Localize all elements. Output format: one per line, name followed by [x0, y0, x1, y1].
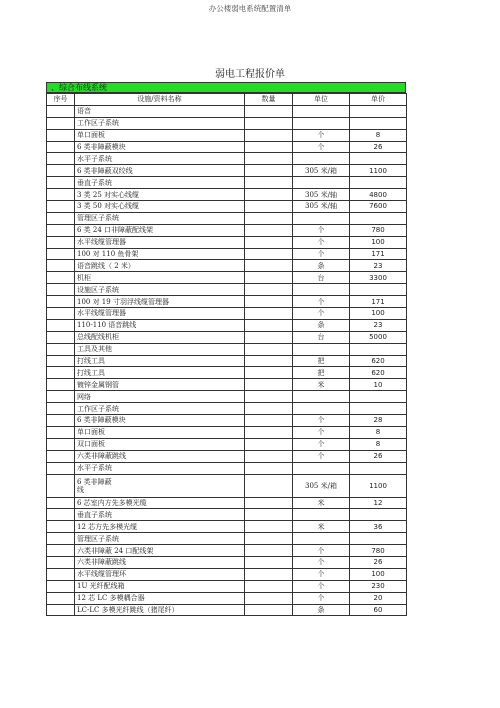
cell-unit [293, 177, 350, 189]
cell-unit-price: 28 [350, 415, 407, 427]
page-header-title: 办公楼弱电系统配置清单 [208, 4, 292, 13]
cell-index [47, 533, 75, 545]
cell-index [47, 153, 75, 165]
cell-quantity [245, 403, 293, 415]
table-row [47, 331, 407, 343]
cell-index [47, 331, 75, 343]
cell-unit-price: 26 [350, 450, 407, 462]
table-row [47, 355, 407, 367]
cell-item-name: 6 类非障蔽双绞线 [75, 165, 245, 177]
cell-unit: 305 米/箱 [293, 474, 350, 497]
cell-item-name: 六类非障蔽跳线 [75, 556, 245, 568]
cell-item-name: 垂直子系统 [75, 509, 245, 521]
cell-index [47, 319, 75, 331]
table-row [47, 141, 407, 153]
cell-index [47, 248, 75, 260]
cell-index [47, 438, 75, 450]
cell-quantity [245, 117, 293, 129]
cell-unit: 条 [293, 604, 350, 616]
cell-unit-price: 100 [350, 308, 407, 320]
column-header-unit: 单位 [293, 94, 350, 106]
cell-index [47, 129, 75, 141]
cell-quantity [245, 177, 293, 189]
cell-unit: 米 [293, 379, 350, 391]
table-row [47, 545, 407, 557]
cell-index [47, 260, 75, 272]
table-row [47, 592, 407, 604]
cell-unit: 个 [293, 556, 350, 568]
cell-unit-price: 620 [350, 367, 407, 379]
cell-item-name: 3 类 50 对实心线缆 [75, 201, 245, 213]
cell-item-name: 水平线缆管理器 [75, 236, 245, 248]
cell-unit-price: 780 [350, 224, 407, 236]
cell-item-name: 语音 [75, 105, 245, 117]
cell-quantity [245, 331, 293, 343]
cell-unit-price: 12 [350, 497, 407, 509]
quotation-table [46, 93, 407, 616]
cell-quantity [245, 153, 293, 165]
cell-quantity [245, 189, 293, 201]
cell-quantity [245, 272, 293, 284]
cell-quantity [245, 212, 293, 224]
cell-item-name: LC-LC 多模光纤跳线（猪尾纤） [75, 604, 245, 616]
cell-item-name: 水平子系统 [75, 462, 245, 474]
cell-index [47, 343, 75, 355]
cell-quantity [245, 105, 293, 117]
table-row [47, 260, 407, 272]
table-row [47, 450, 407, 462]
cell-quantity [245, 236, 293, 248]
cell-unit: 个 [293, 568, 350, 580]
table-row [47, 248, 407, 260]
cell-item-name: 机柜 [75, 272, 245, 284]
cell-unit-price: 620 [350, 355, 407, 367]
cell-item-name-line1: 6 类非障蔽 [77, 477, 112, 486]
cell-quantity [245, 521, 293, 533]
table-row [47, 509, 407, 521]
cell-item-name: 工作区子系统 [75, 403, 245, 415]
cell-index [47, 201, 75, 213]
cell-item-name: 总线配线机柜 [75, 331, 245, 343]
cell-quantity [245, 319, 293, 331]
cell-item-name: 6 类 24 口非障蔽配线架 [75, 224, 245, 236]
cell-unit-price [350, 177, 407, 189]
cell-unit-price [350, 509, 407, 521]
cell-quantity [245, 248, 293, 260]
cell-index [47, 556, 75, 568]
cell-index [47, 224, 75, 236]
cell-item-name: 六类非障蔽跳线 [75, 450, 245, 462]
table-row [47, 462, 407, 474]
table-row [47, 343, 407, 355]
cell-unit: 米 [293, 497, 350, 509]
table-row [47, 403, 407, 415]
cell-item-name: 打线工具 [75, 355, 245, 367]
table-row [47, 117, 407, 129]
cell-quantity [245, 580, 293, 592]
cell-unit-price: 7600 [350, 201, 407, 213]
table-row [47, 105, 407, 117]
cell-item-name: 12 芯方先多模光缆 [75, 521, 245, 533]
table-row [47, 438, 407, 450]
cell-unit: 个 [293, 438, 350, 450]
cell-unit-price: 23 [350, 260, 407, 272]
cell-unit: 台 [293, 331, 350, 343]
table-row [47, 497, 407, 509]
cell-item-name: 双口面板 [75, 438, 245, 450]
cell-index [47, 355, 75, 367]
cell-unit-price [350, 284, 407, 296]
cell-index [47, 308, 75, 320]
cell-index [47, 450, 75, 462]
cell-unit: 个 [293, 308, 350, 320]
table-row [47, 284, 407, 296]
cell-unit-price: 20 [350, 592, 407, 604]
cell-quantity [245, 450, 293, 462]
cell-unit [293, 462, 350, 474]
cell-unit [293, 212, 350, 224]
cell-unit-price: 23 [350, 319, 407, 331]
cell-quantity [245, 462, 293, 474]
cell-quantity [245, 165, 293, 177]
table-row [47, 556, 407, 568]
cell-item-name: 管理区子系统 [75, 533, 245, 545]
cell-unit-price: 36 [350, 521, 407, 533]
table-row [47, 296, 407, 308]
cell-item-name: 管理区子系统 [75, 212, 245, 224]
cell-unit [293, 284, 350, 296]
cell-quantity [245, 141, 293, 153]
cell-unit-price [350, 391, 407, 403]
cell-item-name: 镀锌金属钢管 [75, 379, 245, 391]
cell-item-name: 水平线缆管理器 [75, 308, 245, 320]
cell-unit: 条 [293, 319, 350, 331]
table-row [47, 177, 407, 189]
cell-unit: 个 [293, 224, 350, 236]
cell-quantity [245, 224, 293, 236]
table-row [47, 189, 407, 201]
cell-unit-price: 100 [350, 568, 407, 580]
table-row [47, 474, 407, 497]
cell-index [47, 415, 75, 427]
cell-item-name: 6 芯室内方先多模光缆 [75, 497, 245, 509]
cell-index [47, 272, 75, 284]
cell-quantity [245, 497, 293, 509]
table-row [47, 391, 407, 403]
cell-index [47, 117, 75, 129]
table-row [47, 415, 407, 427]
cell-unit-price [350, 403, 407, 415]
cell-index [47, 165, 75, 177]
cell-unit [293, 117, 350, 129]
cell-unit: 305 米/轴 [293, 201, 350, 213]
cell-item-name: 单口面板 [75, 426, 245, 438]
cell-unit: 个 [293, 592, 350, 604]
cell-quantity [245, 426, 293, 438]
cell-item-name: 12 芯 LC 多模耦合器 [75, 592, 245, 604]
cell-unit-price: 8 [350, 438, 407, 450]
cell-quantity [245, 556, 293, 568]
table-row [47, 521, 407, 533]
table-row [47, 533, 407, 545]
cell-item-name: 单口面板 [75, 129, 245, 141]
cell-index [47, 462, 75, 474]
cell-unit-price [350, 153, 407, 165]
cell-unit: 305 米/箱 [293, 165, 350, 177]
cell-index [47, 296, 75, 308]
cell-unit-price: 26 [350, 556, 407, 568]
cell-unit-price: 8 [350, 129, 407, 141]
cell-unit: 个 [293, 129, 350, 141]
table-row [47, 224, 407, 236]
cell-unit [293, 343, 350, 355]
cell-unit: 把 [293, 355, 350, 367]
cell-unit: 个 [293, 580, 350, 592]
cell-unit: 把 [293, 367, 350, 379]
cell-index [47, 212, 75, 224]
cell-quantity [245, 284, 293, 296]
table-row [47, 580, 407, 592]
table-row [47, 319, 407, 331]
cell-index [47, 403, 75, 415]
cell-item-name: 1U 光纤配线箱 [75, 580, 245, 592]
table-row [47, 604, 407, 616]
cell-unit-price [350, 343, 407, 355]
cell-unit-price: 171 [350, 296, 407, 308]
cell-index [47, 604, 75, 616]
cell-quantity [245, 129, 293, 141]
cell-unit: 台 [293, 272, 350, 284]
cell-quantity [245, 201, 293, 213]
table-row [47, 568, 407, 580]
cell-index [47, 497, 75, 509]
cell-item-name: 100 对 19 寸羽浮线缆管理器 [75, 296, 245, 308]
cell-unit: 个 [293, 248, 350, 260]
cell-unit-price: 1100 [350, 165, 407, 177]
cell-index [47, 284, 75, 296]
cell-index [47, 580, 75, 592]
cell-unit: 个 [293, 141, 350, 153]
table-row [47, 236, 407, 248]
cell-unit: 个 [293, 296, 350, 308]
cell-unit: 305 米/轴 [293, 189, 350, 201]
cell-item-name: 6 类非障蔽模块 [75, 141, 245, 153]
cell-index [47, 367, 75, 379]
cell-quantity [245, 260, 293, 272]
cell-item-name: 语音跳线（ 2 米） [75, 260, 245, 272]
cell-quantity [245, 343, 293, 355]
cell-index [47, 236, 75, 248]
table-row [47, 212, 407, 224]
cell-item-name: 水平子系统 [75, 153, 245, 165]
cell-item-name: 3 类 25 对实心线缆 [75, 189, 245, 201]
cell-quantity [245, 509, 293, 521]
cell-index [47, 474, 75, 497]
cell-quantity [245, 533, 293, 545]
cell-unit-price: 100 [350, 236, 407, 248]
cell-item-name: 100 对 110 鱼骨架 [75, 248, 245, 260]
cell-item-name: 工作区子系统 [75, 117, 245, 129]
cell-index [47, 521, 75, 533]
cell-unit-price: 1100 [350, 474, 407, 497]
cell-unit-price: 3300 [350, 272, 407, 284]
table-row [47, 165, 407, 177]
cell-unit-price: 4800 [350, 189, 407, 201]
cell-index [47, 568, 75, 580]
cell-item-name: 垂直子系统 [75, 177, 245, 189]
table-body [47, 105, 407, 616]
column-header-index: 序号 [47, 94, 75, 106]
cell-unit [293, 533, 350, 545]
cell-quantity [245, 592, 293, 604]
cell-index [47, 592, 75, 604]
cell-index [47, 141, 75, 153]
cell-unit [293, 391, 350, 403]
table-row [47, 379, 407, 391]
table-row [47, 426, 407, 438]
cell-index [47, 105, 75, 117]
cell-unit: 个 [293, 415, 350, 427]
cell-item-name-line2: 线 [77, 485, 84, 494]
cell-unit-price: 60 [350, 604, 407, 616]
cell-unit: 米 [293, 521, 350, 533]
cell-index [47, 545, 75, 557]
cell-index [47, 391, 75, 403]
cell-index [47, 379, 75, 391]
section-heading-cabling: 、综合布线系统 [46, 82, 406, 93]
cell-unit-price: 230 [350, 580, 407, 592]
cell-quantity [245, 568, 293, 580]
table-row [47, 129, 407, 141]
cell-unit-price [350, 462, 407, 474]
cell-quantity [245, 415, 293, 427]
cell-item-name: 网络 [75, 391, 245, 403]
column-header-quantity: 数量 [245, 94, 293, 106]
cell-index [47, 426, 75, 438]
cell-quantity [245, 367, 293, 379]
cell-unit-price: 5000 [350, 331, 407, 343]
cell-unit-price [350, 533, 407, 545]
cell-unit: 个 [293, 450, 350, 462]
table-row [47, 308, 407, 320]
cell-unit-price: 8 [350, 426, 407, 438]
cell-item-name: 打线工具 [75, 367, 245, 379]
cell-index [47, 189, 75, 201]
cell-index [47, 177, 75, 189]
table-header-row [47, 94, 407, 106]
cell-quantity [245, 438, 293, 450]
cell-quantity [245, 545, 293, 557]
cell-unit-price: 26 [350, 141, 407, 153]
cell-quantity [245, 296, 293, 308]
cell-item-name: 110-110 语音跳线 [75, 319, 245, 331]
table-row [47, 201, 407, 213]
cell-unit: 个 [293, 426, 350, 438]
cell-item-name: 六类非障蔽 24 口配线架 [75, 545, 245, 557]
cell-unit [293, 153, 350, 165]
cell-item-name [75, 474, 245, 497]
cell-quantity [245, 391, 293, 403]
cell-item-name: 工具及其他 [75, 343, 245, 355]
document-title: 弱电工程报价单 [215, 69, 285, 80]
cell-unit [293, 509, 350, 521]
cell-unit-price: 10 [350, 379, 407, 391]
cell-unit-price [350, 117, 407, 129]
cell-item-name: 6 类非障蔽模块 [75, 415, 245, 427]
table-row [47, 367, 407, 379]
cell-quantity [245, 474, 293, 497]
table-row [47, 272, 407, 284]
cell-quantity [245, 379, 293, 391]
cell-unit: 个 [293, 545, 350, 557]
table-row [47, 153, 407, 165]
cell-item-name: 水平线缆管理环 [75, 568, 245, 580]
cell-index [47, 509, 75, 521]
cell-unit-price [350, 212, 407, 224]
cell-unit-price [350, 105, 407, 117]
cell-item-name: 设施区子系统 [75, 284, 245, 296]
column-header-name: 设施/资料名称 [75, 94, 245, 106]
cell-quantity [245, 308, 293, 320]
cell-unit [293, 105, 350, 117]
cell-quantity [245, 604, 293, 616]
cell-quantity [245, 355, 293, 367]
cell-unit-price: 780 [350, 545, 407, 557]
cell-unit-price: 171 [350, 248, 407, 260]
cell-unit: 条 [293, 260, 350, 272]
cell-unit: 个 [293, 236, 350, 248]
column-header-price: 单价 [350, 94, 407, 106]
cell-unit [293, 403, 350, 415]
